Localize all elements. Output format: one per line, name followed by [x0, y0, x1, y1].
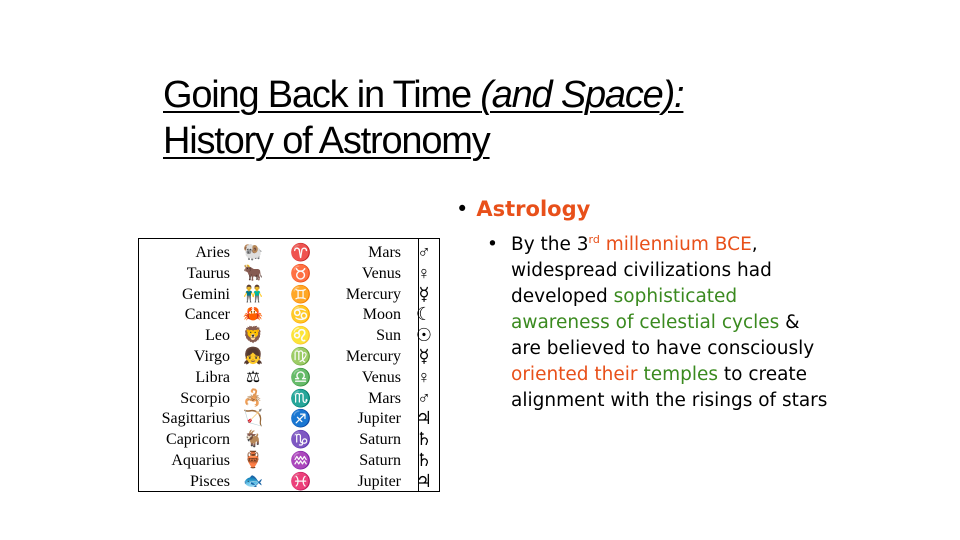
ruling-planet-name: Jupiter [357, 472, 401, 490]
ruling-planet-name: Venus [361, 264, 401, 282]
planet-symbol-icon: ☉ [415, 325, 433, 346]
title-line1: Going Back in Time [163, 74, 481, 116]
zodiac-symbol-icon: ♌ [290, 326, 312, 346]
planet-symbol-icon: ♂ [417, 242, 431, 262]
planet-symbol-icon: ♃ [415, 408, 433, 429]
zodiac-pictogram-icon: 🐐 [243, 431, 263, 449]
planet-symbol-icon: ☾ [415, 304, 433, 325]
planet-symbol-icon: ♀ [417, 366, 431, 387]
text-run: By the 3 [511, 234, 589, 255]
table-row [139, 429, 439, 450]
zodiac-symbol-icon: ♉ [290, 263, 312, 283]
zodiac-sign-name: Aries [195, 244, 230, 261]
table-row [139, 304, 439, 325]
bullet-dot-icon: • [487, 234, 498, 255]
ruling-planet-name: Mars [368, 389, 401, 407]
zodiac-symbol-icon: ♐ [290, 409, 312, 429]
zodiac-pictogram-icon: 👬 [243, 285, 263, 303]
zodiac-sign-name: Cancer [184, 306, 230, 324]
zodiac-sign-name: Libra [195, 368, 230, 386]
zodiac-pictogram-icon: 🏹 [243, 410, 263, 428]
zodiac-sign-name: Taurus [186, 264, 230, 282]
table-row [139, 346, 439, 367]
table-row [139, 367, 439, 388]
text-superscript: rd [588, 233, 600, 246]
ruling-planet-name: Moon [362, 306, 401, 324]
zodiac-symbol-icon: ♏ [290, 388, 312, 408]
highlight-awareness: sophisticated awareness of celestial cycles [511, 286, 780, 333]
table-row [139, 388, 439, 409]
zodiac-table [138, 238, 440, 492]
bullet-astrology [456, 197, 590, 221]
table-row [139, 263, 439, 284]
table-row [139, 325, 439, 346]
text-run: to create alignment with the risings of stars [511, 364, 828, 411]
zodiac-sign-name: Virgo [193, 348, 230, 365]
ruling-planet-name: Mercury [345, 285, 401, 303]
zodiac-symbol-icon: ♊ [290, 284, 312, 304]
slide-title [163, 72, 863, 164]
zodiac-symbol-icon: ♎ [290, 367, 312, 387]
bullet-astrology-label: Astrology [476, 197, 591, 221]
zodiac-symbol-icon: ♑ [290, 430, 312, 450]
planet-symbol-icon: ♄ [415, 429, 433, 450]
zodiac-sign-name: Leo [205, 327, 230, 345]
zodiac-sign-name: Pisces [190, 472, 230, 490]
title-line2: History of Astronomy [163, 120, 490, 162]
ruling-planet-name: Mercury [345, 348, 401, 365]
highlight-millennium: millennium BCE [599, 234, 752, 255]
title-line1-italic: (and Space): [480, 74, 684, 116]
planet-symbol-icon: ☿ [418, 346, 430, 366]
zodiac-symbol-icon: ♍ [290, 347, 312, 366]
zodiac-symbol-icon: ♒ [290, 451, 312, 470]
table-row [139, 408, 439, 429]
zodiac-pictogram-icon: 🐂 [243, 264, 263, 282]
planet-symbol-icon: ♃ [415, 470, 433, 491]
ruling-planet-name: Venus [361, 368, 401, 386]
text-run: , widespread civilizations had developed [511, 234, 772, 307]
table-row [139, 284, 439, 305]
ruling-planet-name: Saturn [359, 431, 401, 449]
planet-symbol-icon: ♄ [415, 450, 433, 470]
table-row [139, 471, 439, 492]
zodiac-pictogram-icon: 🐟 [243, 472, 263, 490]
highlight-oriented: oriented their [511, 364, 638, 385]
ruling-planet-name: Jupiter [357, 410, 401, 428]
zodiac-symbol-icon: ♋ [290, 305, 312, 325]
zodiac-symbol-icon: ♈ [290, 243, 312, 262]
ruling-planet-name: Sun [376, 327, 401, 345]
zodiac-pictogram-icon: 🦁 [243, 327, 263, 345]
text-run: & are believed to have consciously [511, 312, 815, 359]
zodiac-pictogram-icon: 🦀 [243, 306, 263, 324]
bullet-millennium-text [511, 232, 830, 414]
zodiac-pictogram-icon: ⚖ [245, 368, 261, 386]
planet-symbol-icon: ♀ [417, 262, 431, 283]
zodiac-sign-name: Sagittarius [161, 410, 230, 428]
ruling-planet-name: Saturn [359, 452, 401, 469]
planet-symbol-icon: ♂ [417, 387, 431, 408]
ruling-planet-name: Mars [368, 244, 401, 261]
bullet-dot-icon: • [456, 197, 469, 221]
table-row [139, 450, 439, 471]
planet-symbol-icon: ☿ [418, 283, 430, 304]
zodiac-pictogram-icon: 🏺 [243, 452, 263, 469]
bullet-millennium [487, 232, 830, 414]
table-row [139, 242, 439, 263]
highlight-temples: temples [643, 364, 718, 385]
zodiac-pictogram-icon: 🐏 [243, 244, 263, 261]
zodiac-sign-name: Aquarius [171, 452, 230, 469]
zodiac-sign-name: Capricorn [166, 431, 230, 449]
zodiac-sign-name: Scorpio [180, 389, 230, 407]
zodiac-pictogram-icon: 🦂 [243, 389, 263, 407]
zodiac-pictogram-icon: 👧 [243, 348, 263, 365]
zodiac-symbol-icon: ♓ [290, 471, 312, 491]
zodiac-sign-name: Gemini [182, 285, 230, 303]
